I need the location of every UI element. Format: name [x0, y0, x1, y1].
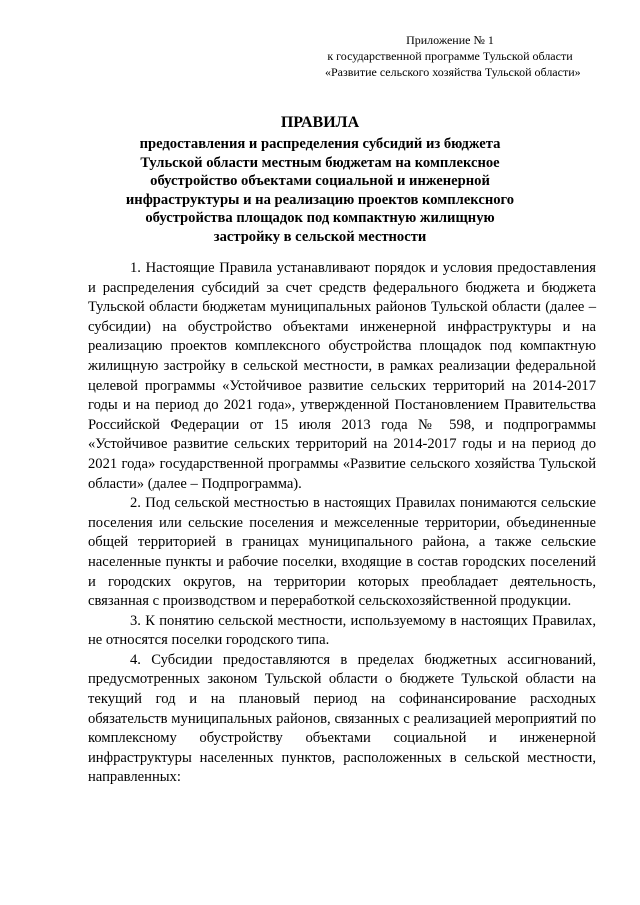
- document-title: [0, 113, 640, 246]
- title-line: предоставления и распределения субсидий из бюджета: [139, 136, 501, 152]
- paragraph-1: 1. Настоящие Правила устанавливают порядок и условия предоставления и распределения субсидий за счет средств федерального бюджета и бюджета Тульской области бюджетам муниципальных районов Тульской области (далее – субсидии) на обустройство объектами инженерной инфраструктуры и на реализацию проектов комплексного обустройства площадок под компактную жилищную застройку в сельской местности, в рамках реализации федеральной целевой программы «Устойчивое развитие сельских территорий на 2014-2017 годы и на период до 2021 года», утвержденной Постановлением Правительства Российской Федерации от 15 июля 2013 года № 598, и подпрограммы «Устойчивое развитие сельских территорий на 2014-2017 годы и на период до 2021 года» государственной программы «Развитие сельского хозяйства Тульской области» (далее – Подпрограмма).: [88, 260, 596, 492]
- paragraph-2: 2. Под сельской местностью в настоящих Правилах понимаются сельские поселения или сельские поселения и межселенные территории, объединенные общей территорией в границах муниципального района, а также сельские населенные пункты и рабочие поселки, входящие в состав городских поселений и городских округов, на территории которых преобладает деятельность, связанная с производством и переработкой сельскохозяйственной продукции.: [88, 495, 596, 610]
- title-main: ПРАВИЛА: [280, 114, 360, 131]
- appendix-note: [325, 32, 581, 80]
- title-line: Тульской области местным бюджетам на комплексное: [140, 154, 500, 171]
- title-line: инфраструктуры и на реализацию проектов комплексного: [125, 191, 515, 208]
- appendix-line-2: к государственной программе Тульской области: [327, 49, 573, 63]
- document-body: [88, 259, 596, 788]
- title-line: застройку в сельской местности: [213, 228, 427, 245]
- title-line: обустройство объектами социальной и инженерной: [150, 173, 490, 189]
- paragraph-4: 4. Субсидии предоставляются в пределах бюджетных ассигнований, предусмотренных законом Тульской области о бюджете Тульской области на текущий год и на плановый период на софинансирование расходных обязательств муниципальных районов, связанных с реализацией мероприятий по комплексному обустройству объектами социальной и инженерной инфраструктуры населенных пунктов, расположенных в сельской местности, направленных:: [88, 651, 596, 786]
- title-line: обустройства площадок под компактную жилищную: [145, 210, 495, 226]
- appendix-line-3: «Развитие сельского хозяйства Тульской области»: [325, 65, 581, 79]
- appendix-line-1: Приложение № 1: [406, 33, 494, 47]
- paragraph-3: 3. К понятию сельской местности, используемому в настоящих Правилах, не относятся поселки городского типа.: [88, 612, 596, 649]
